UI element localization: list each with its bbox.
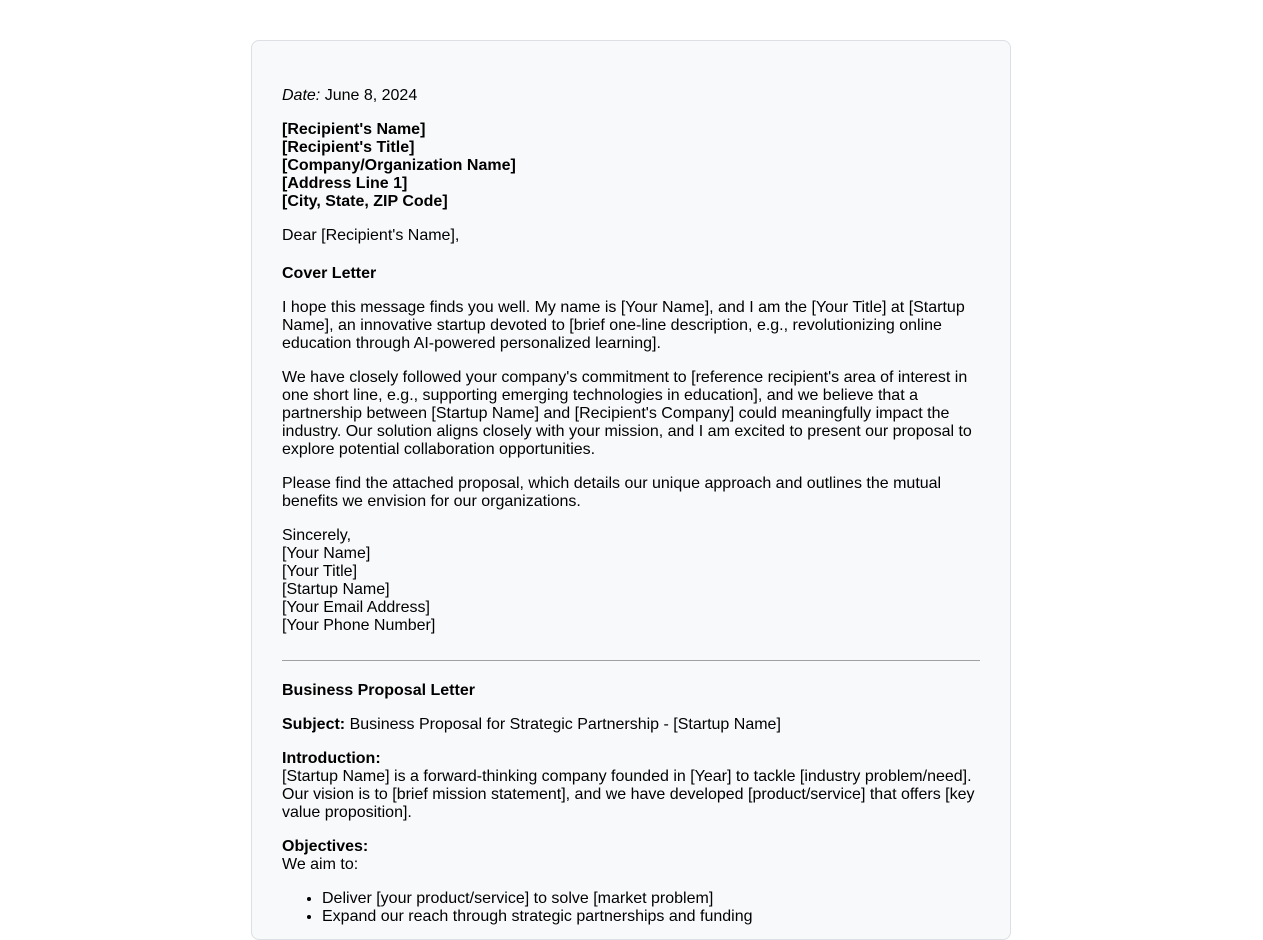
section-divider	[282, 660, 980, 661]
signature-block	[282, 527, 980, 635]
signature-startup: [Startup Name]	[282, 581, 390, 598]
signature-phone: [Your Phone Number]	[282, 617, 436, 634]
cover-paragraph: We have closely followed your company's commitment to [reference recipient's area of interest in one short line, e.g., supporting emerging technologies in education], and we believe that a partnership between [Startup Name] and [Recipient's Company] could meaningfully impact the industry. Our solution aligns closely with your mission, and I am excited to present our proposal to explore potential collaboration opportunities.	[282, 369, 972, 458]
proposal-subject	[282, 716, 980, 734]
introduction-text: [Startup Name] is a forward-thinking company founded in [Year] to tackle [industry problem/need]. Our vision is to [brief mission statement], and we have developed [product/service] that offers [key value proposition].	[282, 768, 975, 821]
date-label: Date:	[282, 87, 321, 104]
objectives-section	[282, 838, 980, 926]
date-line	[282, 87, 980, 105]
signature-email: [Your Email Address]	[282, 599, 430, 616]
salutation: Dear [Recipient's Name],	[282, 227, 460, 244]
subject-label: Subject:	[282, 716, 346, 733]
proposal-heading: Business Proposal Letter	[282, 682, 475, 699]
letter-card	[251, 40, 1011, 940]
signature-name: [Your Name]	[282, 545, 371, 562]
objectives-list	[282, 890, 980, 926]
recipient-block	[282, 121, 980, 211]
recipient-title: [Recipient's Title]	[282, 139, 415, 156]
recipient-address: [Address Line 1]	[282, 175, 408, 192]
objectives-label: Objectives:	[282, 838, 369, 855]
objective-item: • Deliver [your product/service] to solve [market problem]	[322, 890, 980, 908]
cover-paragraph: I hope this message finds you well. My name is [Your Name], and I am the [Your Title] at [Startup Name], an innovative startup devoted to [brief one-line description, e.g., revolutionizing online education through AI-powered personalized learning].	[282, 299, 965, 352]
cover-letter-heading: Cover Letter	[282, 265, 377, 282]
recipient-name: [Recipient's Name]	[282, 121, 426, 138]
subject-text: Business Proposal for Strategic Partnership - [Startup Name]	[349, 716, 781, 733]
objective-item: • Expand our reach through strategic partnerships and funding	[322, 908, 980, 926]
signature-closing: Sincerely,	[282, 527, 352, 544]
objectives-intro: We aim to:	[282, 856, 359, 873]
recipient-city: [City, State, ZIP Code]	[282, 193, 448, 210]
date-value: June 8, 2024	[324, 87, 418, 104]
recipient-company: [Company/Organization Name]	[282, 157, 516, 174]
signature-title: [Your Title]	[282, 563, 358, 580]
introduction-section	[282, 750, 980, 822]
introduction-label: Introduction:	[282, 750, 381, 767]
cover-paragraph: Please find the attached proposal, which details our unique approach and outlines the mutual benefits we envision for our organizations.	[282, 475, 942, 510]
